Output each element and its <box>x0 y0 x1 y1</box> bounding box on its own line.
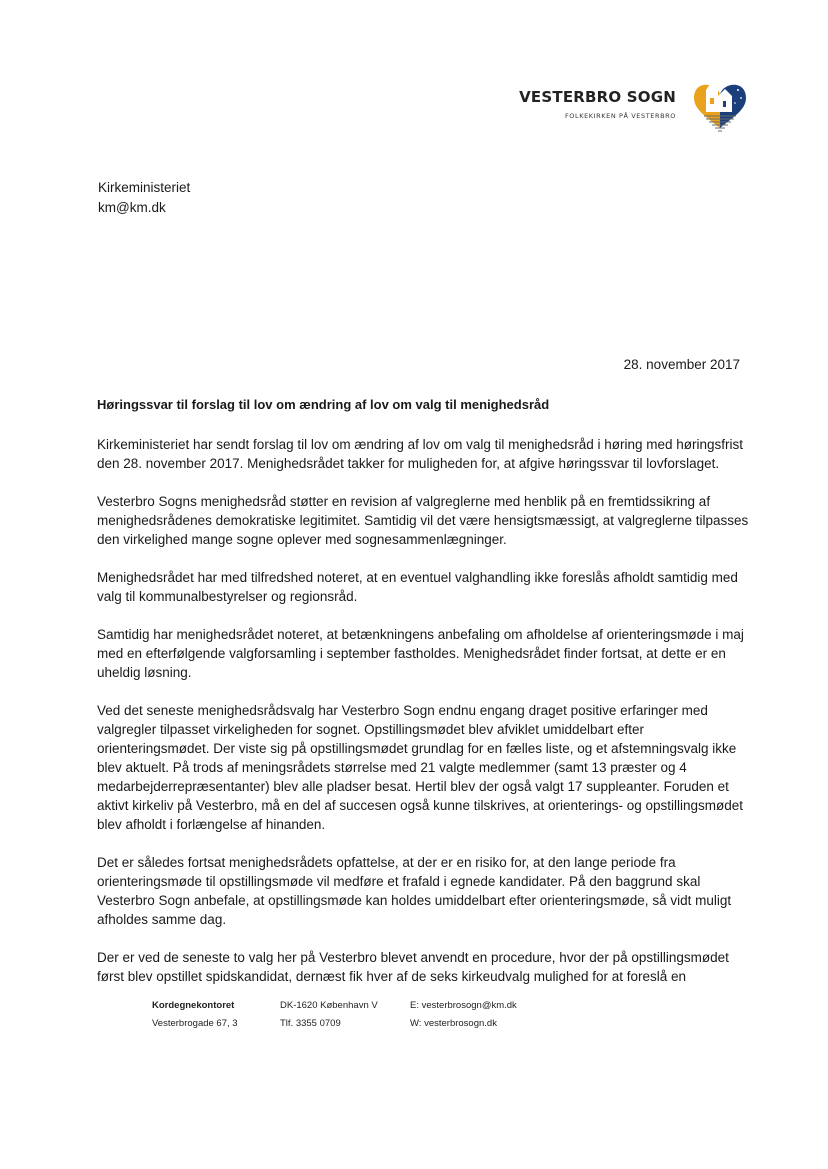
brand-subtitle: FOLKEKIRKEN PÅ VESTERBRO <box>564 112 676 120</box>
footer-postal: DK-1620 København V <box>280 1000 378 1011</box>
footer-phone: Tlf. 3355 0709 <box>280 1018 341 1029</box>
paragraph: Vesterbro Sogns menighedsråd støtter en revision af valgreglerne med henblik på en fremtidssikring af menighedsrådenes demokratiske legitimitet. Samtidig vil det være hensigtsmæssigt, at valgreglerne tilpasses den virkelighed mange sogne oplever med sognesammenlægninger. <box>97 494 749 547</box>
footer-postal-column <box>280 997 378 1033</box>
footer-address-column <box>152 997 238 1033</box>
paragraph: Ved det seneste menighedsrådsvalg har Vesterbro Sogn endnu engang draget positive erfaringer med valgregler tilpasset virkeligheden for sognet. Opstillingsmødet blev afviklet umiddelbart efter orienteringsmødet. Der viste sig på opstillingsmødet grundlag for en fælles liste, og et afstemningsvalg ikke blev aktuelt. På trods af meningsrådets størrelse med 21 valgte medlemmer (samt 13 præster og 4 medarbejderrepræsentanter) blev alle pladser besat. Hertil blev der også valgt 17 suppleanter. Foruden et aktivt kirkeliv på Vesterbro, må en del af succesen også kunne tilskrives, at orienterings- og opstillingsmødet blev afholdt i forlængelse af hinanden. <box>97 703 744 832</box>
letter-subject: Høringssvar til forslag til lov om ændring af lov om valg til menighedsråd <box>97 397 550 412</box>
church-heart-logo-icon <box>686 72 754 140</box>
letter-date: 28. november 2017 <box>623 357 740 372</box>
letter-body <box>97 395 757 1005</box>
footer-street: Vesterbrogade 67, 3 <box>152 1018 238 1029</box>
paragraph: Kirkeministeriet har sendt forslag til lov om ændring af lov om valg til menighedsråd i høring med høringsfrist den 28. november 2017. Menighedsrådet takker for muligheden for, at afgive høringssvar til lovforslaget. <box>97 437 744 471</box>
footer-office-label: Kordegnekontoret <box>152 1000 235 1011</box>
brand-name: VESTERBRO SOGN <box>519 88 676 106</box>
brand-block <box>519 88 676 120</box>
paragraph: Det er således fortsat menighedsrådets opfattelse, at der er en risiko for, at den lange periode fra orienteringsmøde til opstillingsmøde vil medføre et frafald i egnede kandidater. På den baggrund skal Vesterbro Sogn anbefale, at opstillingsmøde kan holdes umiddelbart efter orienteringsmøde, så vidt muligt afholdes samme dag. <box>97 855 732 927</box>
paragraph: Samtidig har menighedsrådet noteret, at betænkningens anbefaling om afholdelse af orienteringsmøde i maj med en efterfølgende valgforsamling i september fastholdes. Menighedsrådet finder fortsat, at dette er en uheldig løsning. <box>97 627 744 680</box>
recipient-name: Kirkeministeriet <box>98 180 191 195</box>
recipient-block <box>98 178 190 218</box>
paragraph: Der er ved de seneste to valg her på Vesterbro blevet anvendt en procedure, hvor der på opstillingsmødet først blev opstillet spidskandidat, dernæst fik hver af de seks kirkeudvalg mulighed for at foreslå en <box>97 950 729 984</box>
footer-contact-column <box>410 997 517 1033</box>
paragraph: Menighedsrådet har med tilfredshed noteret, at en eventuel valghandling ikke foreslås afholdt samtidig med valg til kommunalbestyrelser og regionsråd. <box>97 570 738 604</box>
recipient-email: km@km.dk <box>98 200 166 215</box>
footer-web: W: vesterbrosogn.dk <box>410 1018 497 1029</box>
footer-email: E: vesterbrosogn@km.dk <box>410 1000 517 1011</box>
letterhead <box>519 72 754 140</box>
